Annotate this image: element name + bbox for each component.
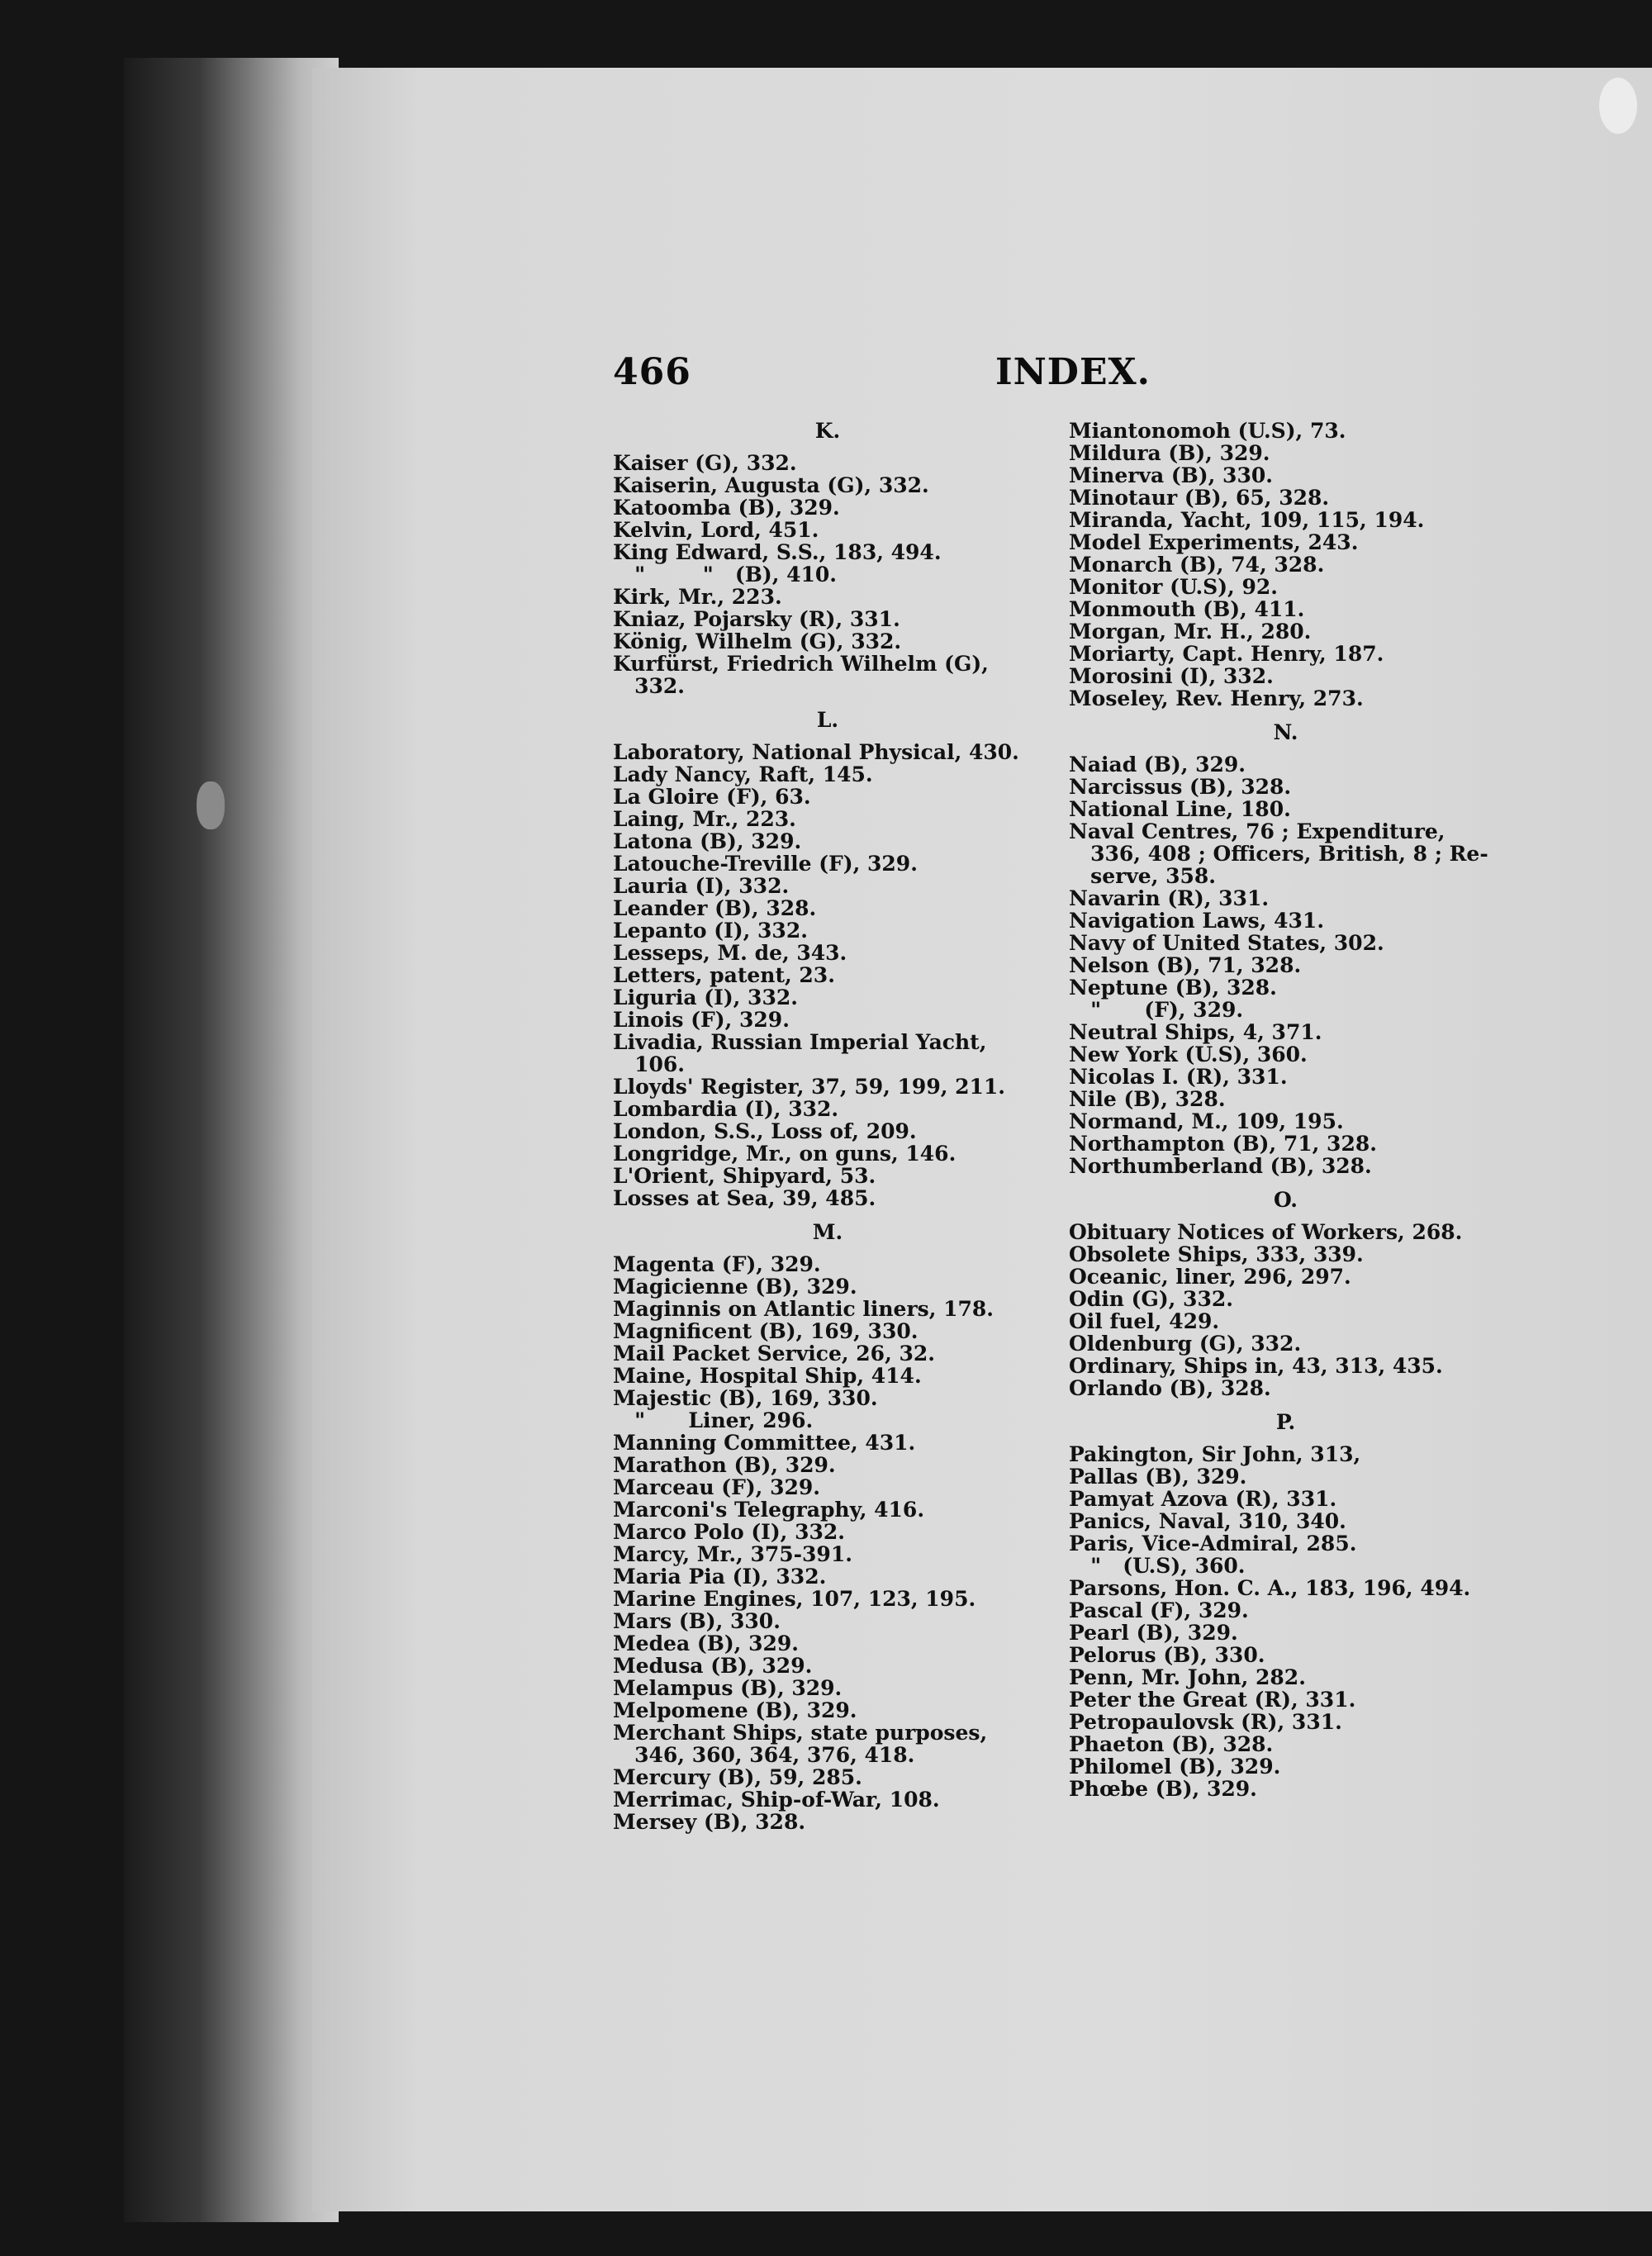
index-entry: Lesseps, M. de, 343. (613, 941, 847, 965)
index-entry: Odin (G), 332. (1069, 1287, 1233, 1311)
index-entry: Miranda, Yacht, 109, 115, 194. (1069, 508, 1425, 532)
index-entry: Marcy, Mr., 375-391. (613, 1542, 852, 1566)
section-letter: P. (1275, 1410, 1296, 1434)
index-entry: Minotaur (B), 65, 328. (1069, 486, 1330, 510)
index-entry: " " (B), 410. (613, 563, 837, 587)
index-entry: Monmouth (B), 411. (1069, 597, 1305, 621)
index-entry: Kniaz, Pojarsky (R), 331. (613, 607, 900, 631)
index-entry: Orlando (B), 328. (1069, 1376, 1271, 1400)
index-entry: Morosini (I), 332. (1069, 664, 1274, 688)
index-entry: Model Experiments, 243. (1069, 530, 1359, 554)
index-entry: Neutral Ships, 4, 371. (1069, 1020, 1322, 1044)
index-entry: Monitor (U.S), 92. (1069, 575, 1278, 599)
book-page-edges (124, 58, 339, 2222)
index-entry: 332. (613, 674, 686, 698)
index-entry: Obituary Notices of Workers, 268. (1069, 1220, 1463, 1244)
index-entry: Maria Pia (I), 332. (613, 1565, 827, 1589)
index-entry: Mercury (B), 59, 285. (613, 1765, 862, 1789)
index-entry: London, S.S., Loss of, 209. (613, 1119, 917, 1143)
index-entry: Maine, Hospital Ship, 414. (613, 1364, 922, 1388)
index-entry: " (U.S), 360. (1069, 1554, 1246, 1578)
index-entry: Navy of United States, 302. (1069, 931, 1384, 955)
page-title: INDEX. (995, 351, 1151, 393)
index-entry: Phœbe (B), 329. (1069, 1777, 1257, 1801)
index-entry: Magnificent (B), 169, 330. (613, 1319, 919, 1343)
index-entry: Kelvin, Lord, 451. (613, 518, 819, 542)
index-entry: Mail Packet Service, 26, 32. (613, 1342, 935, 1365)
section-letter: M. (812, 1220, 843, 1244)
index-entry: Penn, Mr. John, 282. (1069, 1665, 1306, 1689)
index-entry: Oldenburg (G), 332. (1069, 1332, 1302, 1356)
index-entry: Morgan, Mr. H., 280. (1069, 620, 1312, 644)
index-entry: Merchant Ships, state purposes, (613, 1721, 988, 1745)
index-entry: Obsolete Ships, 333, 339. (1069, 1242, 1364, 1266)
section-letter: N. (1273, 720, 1298, 744)
index-column-left (613, 420, 1042, 1833)
index-entry: L'Orient, Shipyard, 53. (613, 1164, 876, 1188)
index-entry: Minerva (B), 330. (1069, 463, 1273, 487)
index-entry: Merrimac, Ship-of-War, 108. (613, 1788, 940, 1812)
index-entry: Philomel (B), 329. (1069, 1755, 1281, 1779)
index-entry: Peter the Great (R), 331. (1069, 1688, 1356, 1712)
index-entry: 106. (613, 1052, 686, 1076)
index-entry: Navigation Laws, 431. (1069, 909, 1325, 933)
index-entry: Lloyds' Register, 37, 59, 199, 211. (613, 1075, 1006, 1099)
index-entry: " Liner, 296. (613, 1408, 814, 1432)
index-entry: Losses at Sea, 39, 485. (613, 1186, 876, 1210)
index-entry: Naval Centres, 76 ; Expenditure, (1069, 819, 1446, 843)
index-entry: serve, 358. (1069, 864, 1217, 888)
index-entry: Kirk, Mr., 223. (613, 585, 782, 609)
index-entry: Medea (B), 329. (613, 1631, 799, 1655)
index-entry: Manning Committee, 431. (613, 1431, 916, 1455)
section-letter: O. (1273, 1188, 1298, 1212)
index-entry: Livadia, Russian Imperial Yacht, (613, 1030, 987, 1054)
section-gap (613, 1209, 1042, 1221)
index-entry: Nile (B), 328. (1069, 1087, 1226, 1111)
index-entry: Pamyat Azova (R), 331. (1069, 1487, 1337, 1511)
index-entry: Mars (B), 330. (613, 1609, 781, 1633)
index-entry: Oceanic, liner, 296, 297. (1069, 1265, 1351, 1289)
index-entry: Marconi's Telegraphy, 416. (613, 1498, 925, 1522)
index-entry: Pearl (B), 329. (1069, 1621, 1238, 1645)
index-entry: Moriarty, Capt. Henry, 187. (1069, 642, 1384, 666)
section-gap (613, 697, 1042, 709)
index-entry: Mersey (B), 328. (613, 1810, 806, 1834)
index-entry: König, Wilhelm (G), 332. (613, 629, 902, 653)
section-gap (1069, 710, 1502, 721)
section-gap (1069, 1399, 1502, 1411)
index-entry: Kaiserin, Augusta (G), 332. (613, 473, 929, 497)
index-entry: Longridge, Mr., on guns, 146. (613, 1142, 957, 1166)
index-entry: Pelorus (B), 330. (1069, 1643, 1265, 1667)
index-entry: Lepanto (I), 332. (613, 919, 808, 943)
index-entry: Lauria (I), 332. (613, 874, 790, 898)
index-entry: Nicolas I. (R), 331. (1069, 1065, 1288, 1089)
page-number: 466 (613, 351, 691, 393)
index-entry: Northumberland (B), 328. (1069, 1154, 1372, 1178)
index-entry: National Line, 180. (1069, 797, 1291, 821)
index-entry: Laboratory, National Physical, 430. (613, 740, 1019, 764)
index-entry: 336, 408 ; Officers, British, 8 ; Re- (1069, 842, 1488, 866)
index-entry: Magenta (F), 329. (613, 1252, 821, 1276)
index-column-right (1069, 420, 1502, 1800)
index-entry: 346, 360, 364, 376, 418. (613, 1743, 915, 1767)
index-entry: Majestic (B), 169, 330. (613, 1386, 878, 1410)
index-entry: Moseley, Rev. Henry, 273. (1069, 686, 1364, 710)
index-entry: New York (U.S), 360. (1069, 1043, 1308, 1066)
index-entry: Narcissus (B), 328. (1069, 775, 1292, 799)
index-entry: Northampton (B), 71, 328. (1069, 1132, 1377, 1156)
index-entry: Magicienne (B), 329. (613, 1275, 857, 1299)
index-entry: " (F), 329. (1069, 998, 1244, 1022)
index-entry: Kaiser (G), 332. (613, 451, 797, 475)
index-entry: Marathon (B), 329. (613, 1453, 836, 1477)
index-entry: Lady Nancy, Raft, 145. (613, 762, 873, 786)
index-entry: Oil fuel, 429. (1069, 1309, 1220, 1333)
index-entry: Pakington, Sir John, 313, (1069, 1442, 1361, 1466)
index-entry: Phaeton (B), 328. (1069, 1732, 1274, 1756)
index-entry: Medusa (B), 329. (613, 1654, 813, 1678)
index-entry: Neptune (B), 328. (1069, 976, 1277, 1000)
index-entry: Monarch (B), 74, 328. (1069, 553, 1325, 577)
index-entry: Miantonomoh (U.S), 73. (1069, 419, 1346, 443)
index-entry: Nelson (B), 71, 328. (1069, 953, 1302, 977)
index-entry: Petropaulovsk (R), 331. (1069, 1710, 1342, 1734)
section-gap (1069, 1177, 1502, 1189)
index-entry: Latouche-Treville (F), 329. (613, 852, 918, 876)
index-entry: Ordinary, Ships in, 43, 313, 435. (1069, 1354, 1443, 1378)
index-entry: Maginnis on Atlantic liners, 178. (613, 1297, 994, 1321)
section-letter: L. (816, 708, 839, 732)
index-entry: Marco Polo (I), 332. (613, 1520, 845, 1544)
index-entry: Melampus (B), 329. (613, 1676, 843, 1700)
index-entry: Marine Engines, 107, 123, 195. (613, 1587, 976, 1611)
scan-speck (1599, 78, 1637, 134)
index-entry: Normand, M., 109, 195. (1069, 1109, 1344, 1133)
index-entry: Parsons, Hon. C. A., 183, 196, 494. (1069, 1576, 1471, 1600)
index-entry: Melpomene (B), 329. (613, 1698, 857, 1722)
index-entry: Navarin (R), 331. (1069, 886, 1270, 910)
index-entry: Laing, Mr., 223. (613, 807, 796, 831)
index-entry: Latona (B), 329. (613, 829, 802, 853)
index-entry: Pascal (F), 329. (1069, 1598, 1249, 1622)
index-entry: Mildura (B), 329. (1069, 441, 1270, 465)
section-letter: K. (814, 419, 841, 443)
index-entry: Katoomba (B), 329. (613, 496, 840, 520)
index-entry: Paris, Vice-Admiral, 285. (1069, 1532, 1357, 1555)
index-entry: Liguria (I), 332. (613, 986, 798, 1009)
index-entry: La Gloire (F), 63. (613, 785, 811, 809)
scan-speck (197, 781, 225, 829)
index-entry: Lombardia (I), 332. (613, 1097, 839, 1121)
index-entry: Linois (F), 329. (613, 1008, 790, 1032)
index-entry: Kurfürst, Friedrich Wilhelm (G), (613, 652, 989, 676)
index-entry: Marceau (F), 329. (613, 1475, 820, 1499)
index-entry: Pallas (B), 329. (1069, 1465, 1247, 1489)
index-entry: Leander (B), 328. (613, 896, 817, 920)
index-entry: King Edward, S.S., 183, 494. (613, 540, 942, 564)
index-entry: Naiad (B), 329. (1069, 753, 1246, 777)
index-entry: Panics, Naval, 310, 340. (1069, 1509, 1346, 1533)
index-entry: Letters, patent, 23. (613, 963, 835, 987)
